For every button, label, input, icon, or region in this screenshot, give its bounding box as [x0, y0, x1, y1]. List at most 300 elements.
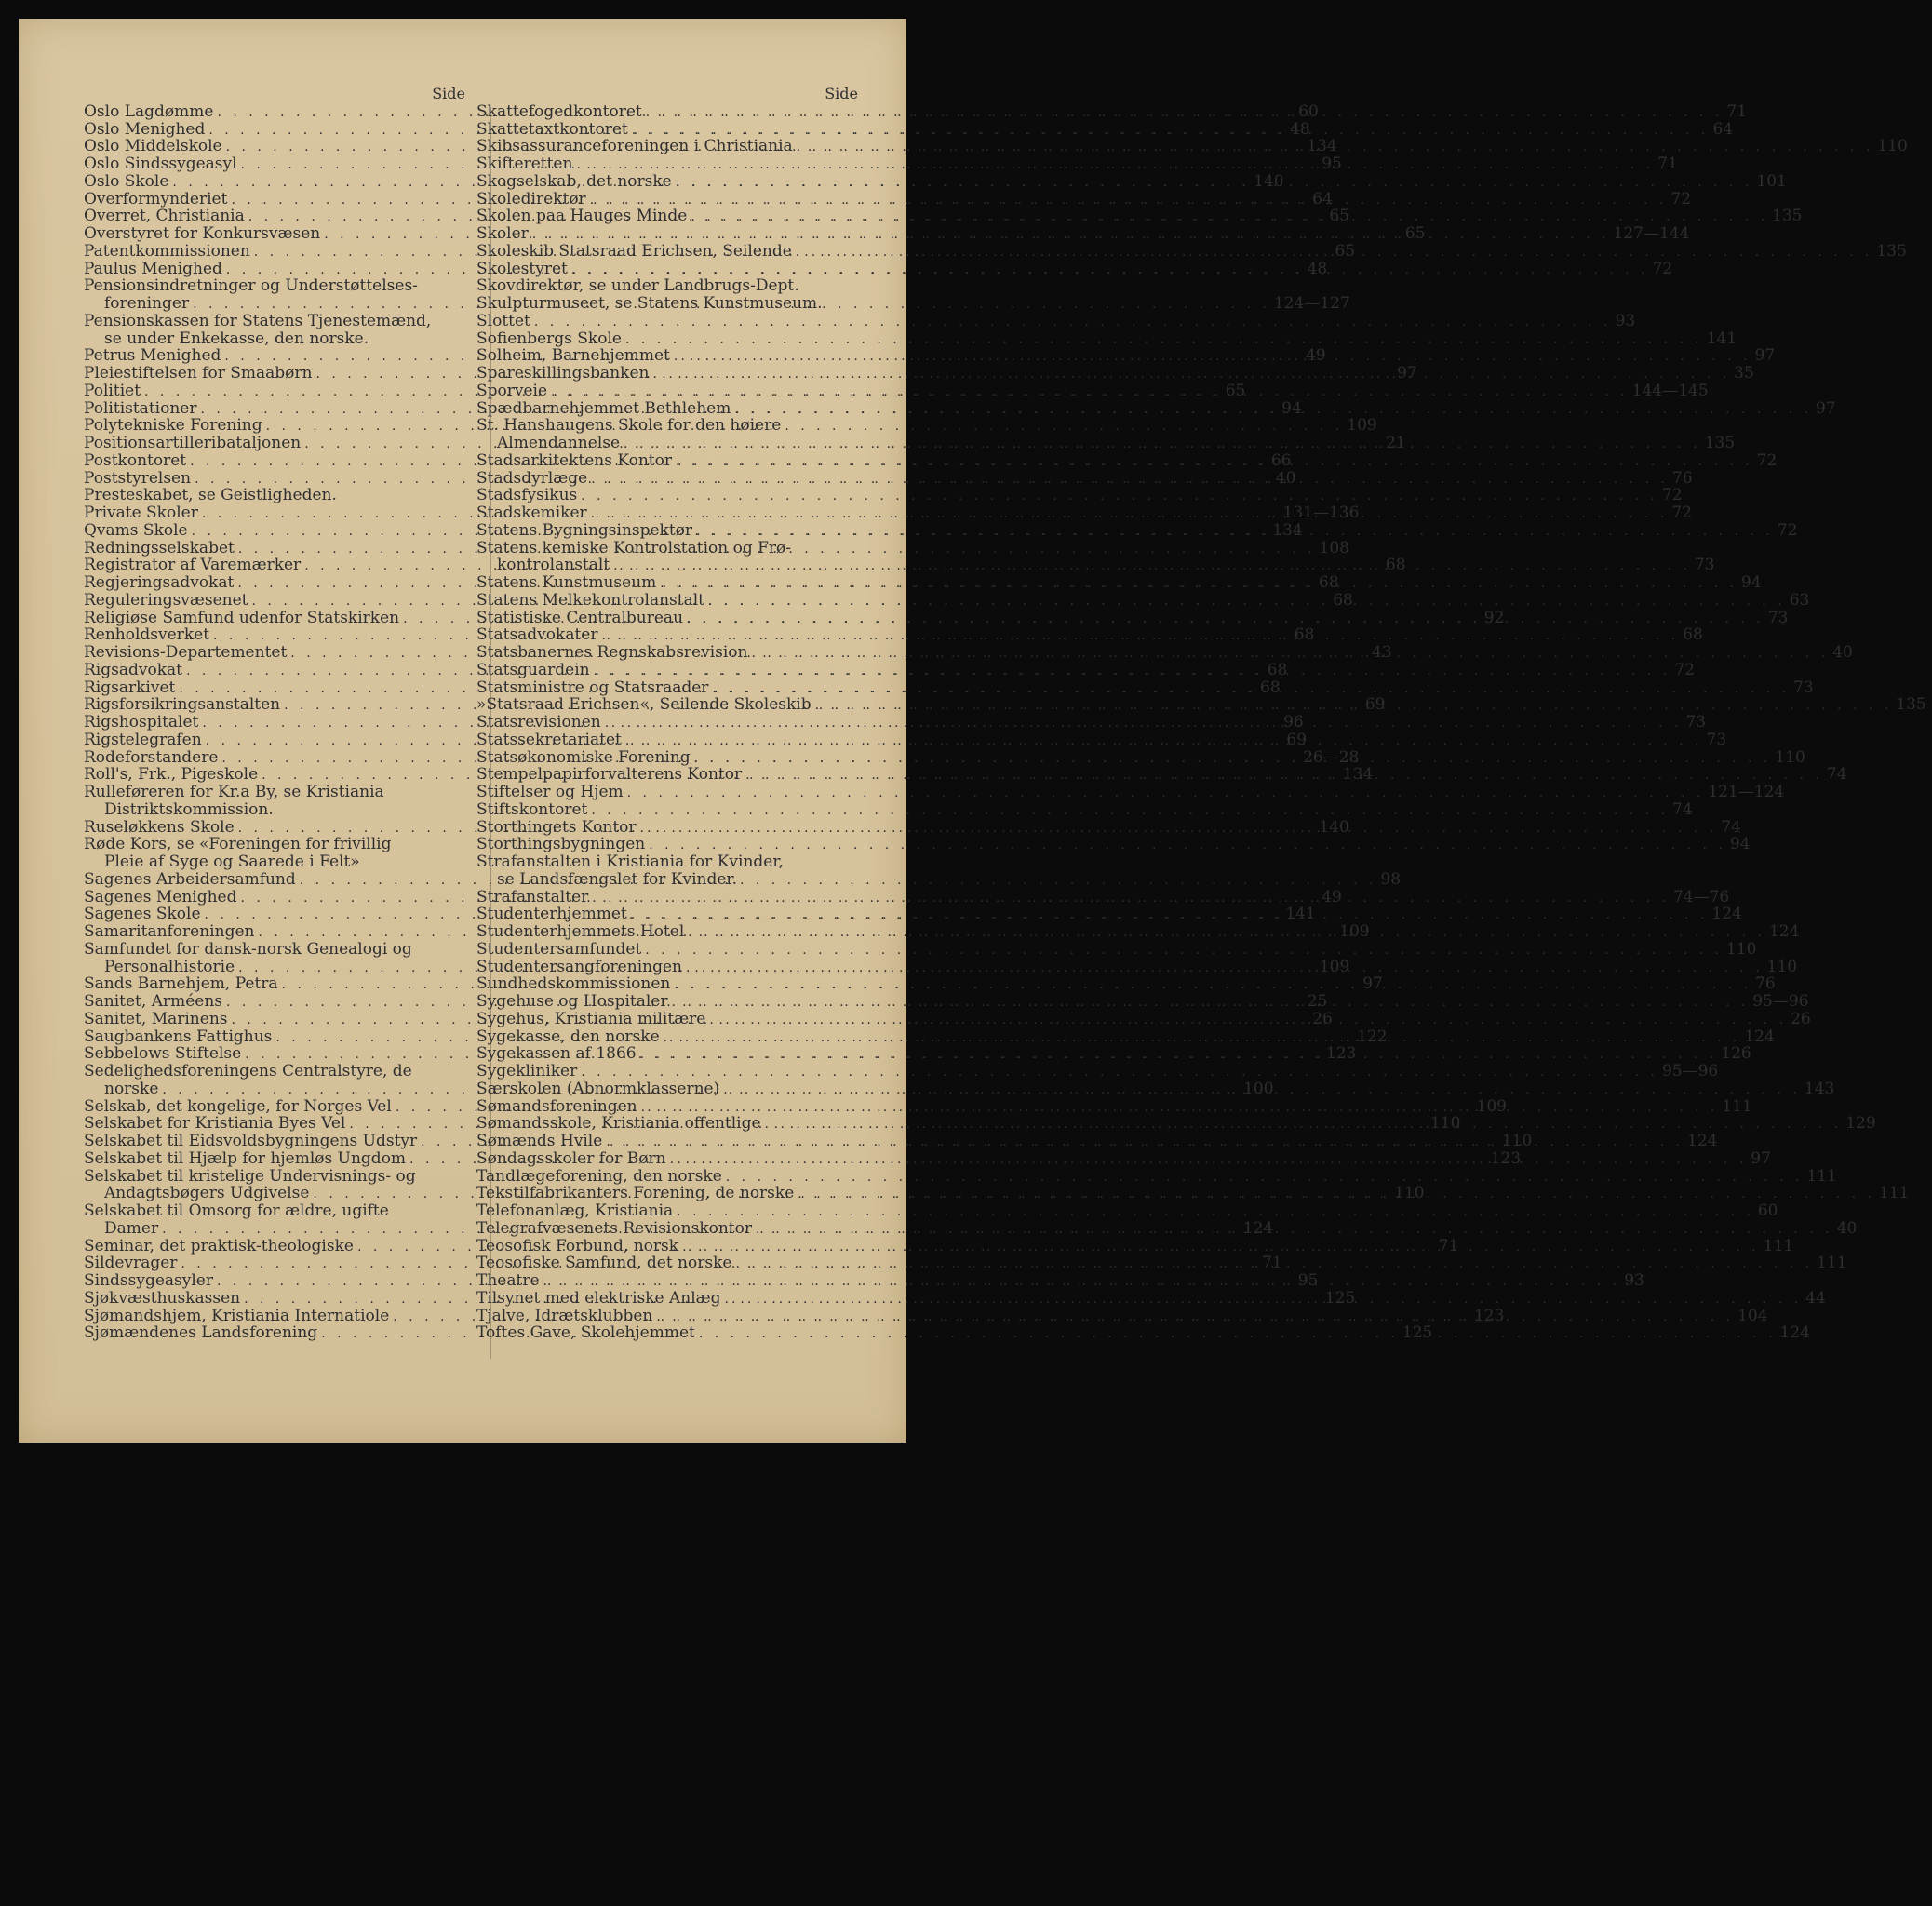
- dot-leader: [712, 680, 1790, 698]
- dot-leader: [591, 468, 1669, 489]
- entry-title: Paulus Menighed: [84, 259, 222, 278]
- entry-page: 109: [1347, 416, 1377, 436]
- index-entry: [84, 941, 473, 959]
- entry-title: Storthingets Kontor: [476, 817, 637, 837]
- index-entry: [476, 1062, 1719, 1081]
- dot-leader: [688, 924, 1765, 942]
- index-entry: [84, 1202, 473, 1220]
- entry-title: Storthingsbygningen: [476, 835, 646, 854]
- dot-leader: [674, 976, 1751, 994]
- entry-page: 71: [1657, 154, 1678, 173]
- dot-leader: [676, 171, 1753, 192]
- entry-title: Tilsynet med elektriske Anlæg: [476, 1288, 721, 1308]
- entry-page: 97: [1754, 346, 1776, 366]
- dot-leader: [640, 1046, 1718, 1064]
- entry-page: 124: [1687, 1132, 1718, 1150]
- entry-title: Skattetaxtkontoret: [476, 119, 628, 139]
- dot-leader: [797, 139, 1874, 156]
- entry-title: Sømandsforeningen: [476, 1096, 637, 1116]
- entry-page: 66: [1270, 450, 1292, 470]
- entry-page: 71: [1726, 101, 1748, 121]
- index-entry: [84, 277, 473, 295]
- entry-title: Tjalve, Idrætsklubben: [476, 1306, 653, 1325]
- dot-leader: [734, 398, 1812, 419]
- entry-title: Teosofiske Samfund, det norske: [476, 1254, 732, 1273]
- dot-leader: [632, 119, 1710, 140]
- entry-page: 21: [1385, 434, 1406, 452]
- entry-page: 97: [1751, 1148, 1771, 1168]
- dot-leader: [581, 1064, 1658, 1081]
- entry-title: Studenterhjemmet: [476, 905, 627, 924]
- entry-page: 60: [1757, 1201, 1778, 1220]
- entry-page: 141: [1285, 905, 1316, 924]
- dot-leader: [682, 1236, 1760, 1256]
- index-entry: [84, 313, 473, 330]
- entry-page: 96: [1283, 713, 1304, 732]
- dot-leader: [624, 436, 1701, 453]
- entry-title: Petrus Menighed: [84, 346, 221, 366]
- dot-leader: [532, 226, 1610, 244]
- entry-title: Rigshospitalet: [84, 713, 199, 732]
- dot-leader: [709, 1009, 1787, 1029]
- entry-page: 95—96: [1661, 1062, 1719, 1081]
- dot-leader: [581, 488, 1658, 505]
- entry-page: 109: [1339, 922, 1370, 941]
- entry-page: 72: [1661, 486, 1683, 505]
- entry-title: Slottet: [476, 311, 530, 330]
- entry-page: 72: [1777, 520, 1798, 540]
- dot-leader: [735, 1255, 1813, 1273]
- entry-page: 49: [1306, 346, 1326, 366]
- entry-page: 111: [1878, 1184, 1910, 1203]
- entry-page: 93: [1624, 1271, 1644, 1290]
- entry-page: 125: [1324, 1288, 1356, 1308]
- entry-title: Skifteretten: [476, 154, 573, 173]
- entry-page: 97: [1362, 974, 1383, 994]
- entry-title: Statsøkonomiske Forening: [476, 747, 691, 767]
- entry-page: 68: [1260, 678, 1281, 697]
- entry-page: 124—127: [1273, 294, 1350, 313]
- dot-leader: [708, 590, 1786, 611]
- entry-title: Spareskillingsbanken: [476, 364, 650, 383]
- index-entry: [84, 1168, 473, 1186]
- index-entry: [476, 835, 1751, 854]
- entry-title: Revisions-Departementet: [84, 643, 288, 662]
- entry-title: Søndagsskoler for Børn: [476, 1148, 666, 1168]
- index-entry: [476, 417, 865, 435]
- entry-title: Stadsarkitektens Kontor: [476, 450, 673, 470]
- entry-page: 71: [1438, 1236, 1459, 1255]
- entry-title: Renholdsverket: [84, 625, 210, 645]
- entry-title: Ruseløkkens Skole: [84, 817, 235, 837]
- dot-leader: [672, 994, 1750, 1012]
- entry-title: Theatre: [476, 1271, 540, 1290]
- index-entry: [476, 486, 1683, 505]
- entry-title: Stadsfysikus: [476, 486, 578, 505]
- entry-title: Saugbankens Fattighus: [84, 1027, 273, 1046]
- entry-title: Statistiske Centralbureau: [476, 608, 684, 627]
- index-entry: [84, 784, 473, 801]
- dot-leader: [613, 557, 1691, 575]
- entry-title: Stempelpapirforvalterens Kontor: [476, 765, 743, 785]
- entry-page: 123: [1473, 1306, 1505, 1325]
- entry-title: Strafanstalten i Kristiania for Kvinder,: [476, 852, 784, 871]
- entry-page: 111: [1722, 1096, 1752, 1116]
- entry-page: 123: [1490, 1148, 1522, 1168]
- dot-leader: [640, 817, 1718, 838]
- entry-title: Skoleskib Statsraad Erichsen, Seilende: [476, 241, 792, 261]
- entry-title: Polytekniske Forening: [84, 416, 262, 436]
- entry-page: 110: [1501, 1132, 1533, 1150]
- entry-title: Pleiestiftelsen for Smaabørn: [84, 364, 313, 383]
- entry-page: 65: [1329, 207, 1350, 226]
- entry-title: Statsguardein: [476, 660, 590, 679]
- dot-leader: [592, 887, 1670, 907]
- dot-leader: [534, 314, 1612, 331]
- entry-page: 73: [1767, 608, 1789, 627]
- entry-title: Selskabet til Eidsvoldsbygningens Udstyr: [84, 1132, 418, 1150]
- entry-page: 48: [1307, 259, 1328, 278]
- entry-page: 143: [1804, 1079, 1835, 1098]
- index-entry: [84, 801, 473, 819]
- entry-page: 134: [1272, 520, 1303, 540]
- entry-page: 65: [1225, 381, 1246, 400]
- dot-leader: [652, 366, 1730, 383]
- entry-title: Selskabet til Hjælp for hjemløs Ungdom: [84, 1148, 407, 1168]
- entry-title: Statsrevisionen: [476, 713, 601, 732]
- entry-title: Sofienbergs Skole: [476, 329, 622, 348]
- dot-leader: [752, 645, 1830, 663]
- entry-title: Stadsdyrlæge: [476, 468, 588, 488]
- entry-page: 64: [1712, 119, 1734, 139]
- entry-title: Sedelighedsforeningens Centralstyre, de: [84, 1062, 412, 1081]
- entry-page: 124: [1744, 1027, 1775, 1046]
- dot-leader: [670, 1148, 1748, 1169]
- entry-title: Oslo Sindssygeasyl: [84, 154, 237, 173]
- entry-title: kontrolanstalt: [497, 556, 610, 575]
- dot-leader: [625, 732, 1703, 750]
- index-entry: [84, 487, 473, 504]
- entry-title: Positionsartilleribataljonen: [84, 434, 302, 452]
- entry-title: Poststyrelsen: [84, 468, 192, 488]
- entry-page: 135: [1876, 241, 1907, 261]
- entry-page: 60: [1298, 101, 1319, 121]
- entry-page: 43: [1371, 643, 1392, 662]
- entry-title: Pleie af Syge og Saarede i Felt»: [104, 852, 360, 871]
- entry-title: Sagenes Skole: [84, 905, 201, 924]
- entry-page: 140: [1319, 817, 1349, 837]
- entry-title: Overformynderiet: [84, 189, 228, 208]
- entry-page: 68: [1267, 660, 1288, 679]
- entry-title: Overstyret for Konkursvæsen: [84, 224, 321, 243]
- entry-title: Samaritanforeningen: [84, 922, 255, 941]
- dot-leader: [798, 1186, 1875, 1203]
- entry-page: 94: [1281, 398, 1302, 418]
- entry-page: 92: [1483, 608, 1505, 627]
- entry-title: Toftes Gave, Skolehjemmet: [476, 1323, 695, 1343]
- entry-title: foreninger: [104, 294, 190, 313]
- entry-title: Sygehuse og Hospitaler: [476, 992, 668, 1011]
- entry-page: 135: [1772, 207, 1803, 226]
- entry-page: 94: [1729, 835, 1751, 854]
- entry-title: Rigsadvokat: [84, 660, 182, 679]
- entry-title: Rigsforsikringsanstalten: [84, 695, 281, 715]
- entry-page: 49: [1322, 887, 1342, 906]
- dot-leader: [576, 156, 1654, 174]
- entry-page: 40: [1275, 468, 1296, 488]
- entry-page: 72: [1670, 189, 1692, 208]
- entry-page: 73: [1685, 713, 1707, 732]
- entry-title: norske: [104, 1079, 159, 1098]
- entry-page: 100: [1243, 1079, 1274, 1098]
- entry-page: 25: [1307, 992, 1328, 1011]
- entry-title: Stiftelser og Hjem: [476, 783, 624, 801]
- dot-leader: [756, 1218, 1833, 1239]
- entry-title: Telegrafvæsenets Revisionskontor: [476, 1218, 752, 1238]
- entry-page: 125: [1402, 1323, 1433, 1343]
- entry-title: Almendannelse: [497, 434, 621, 452]
- entry-title: Statssekretariatet: [476, 730, 622, 749]
- entry-title: Sands Barnehjem, Petra: [84, 974, 278, 994]
- entry-page: 76: [1755, 974, 1776, 994]
- dot-leader: [646, 101, 1724, 122]
- entry-page: 44: [1805, 1288, 1826, 1308]
- entry-title: Sporveie: [476, 381, 548, 400]
- entry-title: Oslo Middelskole: [84, 137, 222, 156]
- dot-leader: [590, 189, 1668, 209]
- entry-page: 110: [1725, 939, 1757, 959]
- index-entry: [476, 871, 865, 889]
- entry-page: 63: [1789, 590, 1810, 610]
- index-entry: [476, 1166, 1837, 1186]
- entry-title: Sjøkvæsthuskassen: [84, 1288, 241, 1308]
- dot-leader: [606, 1134, 1684, 1151]
- entry-page: 68: [1333, 590, 1353, 610]
- entry-page: 64: [1312, 189, 1333, 208]
- index-entry: [476, 1201, 1778, 1220]
- dot-leader: [605, 715, 1683, 732]
- entry-page: 68: [1319, 573, 1339, 592]
- dot-leader: [686, 957, 1764, 977]
- dot-leader: [641, 1096, 1719, 1117]
- entry-title: Pensionsindretninger og Understøttelses-: [84, 276, 418, 296]
- index-entry: [476, 329, 1737, 348]
- entry-title: Statens Kunstmuseum: [476, 573, 657, 592]
- dot-leader: [726, 1169, 1804, 1187]
- entry-page: 74—76: [1672, 887, 1730, 906]
- dot-leader: [725, 1288, 1803, 1309]
- dot-leader: [627, 785, 1705, 802]
- dot-leader: [676, 450, 1753, 471]
- entry-page: 95: [1297, 1271, 1319, 1290]
- index-entry: [476, 277, 865, 295]
- entry-title: Patentkommissionen: [84, 241, 250, 261]
- entry-title: Sømandsskole, Kristiania offentlige: [476, 1114, 761, 1134]
- entry-title: Statsadvokater: [476, 625, 598, 645]
- entry-page: 95: [1322, 154, 1342, 173]
- entry-page: 121—124: [1708, 783, 1785, 801]
- entry-title: Private Skoler: [84, 503, 198, 522]
- entry-title: Sømænds Hvile: [476, 1132, 603, 1150]
- entry-title: Sygekassen af 1866: [476, 1044, 637, 1064]
- entry-title: Seminar, det praktisk-theologiske: [84, 1236, 354, 1255]
- entry-page: 69: [1286, 730, 1308, 749]
- entry-title: Skolen paa Hauges Minde: [476, 207, 688, 226]
- entry-title: Statens Melkekontrolanstalt: [476, 590, 705, 610]
- entry-page: 68: [1385, 556, 1406, 575]
- entry-page: 73: [1706, 730, 1727, 749]
- entry-title: Stiftskontoret: [476, 799, 588, 819]
- entry-page: 35: [1734, 364, 1754, 383]
- entry-page: 72: [1674, 660, 1695, 679]
- entry-title: Sindssygeasyler: [84, 1271, 213, 1290]
- entry-title: Studentersamfundet: [476, 939, 642, 959]
- entry-title: Selskabet for Kristiania Byes Vel: [84, 1114, 346, 1134]
- dot-leader: [601, 627, 1679, 645]
- entry-page: 26—28: [1303, 747, 1360, 767]
- entry-title: Reguleringsvæsenet: [84, 590, 248, 610]
- entry-title: Strafanstalter: [476, 887, 589, 906]
- entry-page: 40: [1836, 1218, 1858, 1238]
- entry-title: Særskolen (Abnormklasserne): [476, 1079, 720, 1098]
- entry-title: Skolestyret: [476, 259, 568, 278]
- entry-title: Tandlægeforening, den norske: [476, 1166, 722, 1186]
- entry-title: Sygekasse, den norske: [476, 1027, 660, 1046]
- entry-page: 134: [1342, 765, 1374, 785]
- entry-page: 26: [1791, 1009, 1811, 1028]
- entry-page: 110: [1775, 747, 1805, 767]
- entry-page: 73: [1694, 556, 1715, 575]
- index-entry: [84, 836, 473, 853]
- left-side-header: Side: [432, 85, 465, 102]
- entry-title: Sildevrager: [84, 1254, 178, 1273]
- dot-leader: [656, 1306, 1734, 1326]
- entry-page: 72: [1671, 503, 1692, 522]
- entry-title: Skogselskab, det norske: [476, 171, 672, 191]
- entry-title: Damer: [104, 1218, 159, 1238]
- entry-page: 98: [1380, 869, 1402, 889]
- entry-title: se Landsfængslet for Kvinder.: [497, 869, 738, 889]
- index-entry: [476, 939, 1757, 959]
- entry-page: 135: [1896, 695, 1926, 715]
- entry-title: Tekstilfabrikanters Forening, de norske: [476, 1184, 795, 1203]
- entry-title: Religiøse Samfund udenfor Statskirken: [84, 608, 400, 627]
- entry-page: 122: [1357, 1027, 1388, 1046]
- entry-page: 110: [1394, 1184, 1425, 1203]
- entry-title: Qvams Skole: [84, 520, 188, 540]
- entry-page: 110: [1877, 137, 1908, 156]
- entry-title: Oslo Skole: [84, 171, 169, 191]
- entry-title: Oslo Lagdømme: [84, 101, 214, 121]
- entry-title: Pensionskassen for Statens Tjenestemænd,: [84, 311, 432, 330]
- entry-title: Postkontoret: [84, 450, 187, 470]
- dot-leader: [649, 837, 1726, 854]
- entry-page: 71: [1262, 1254, 1282, 1273]
- entry-page: 68: [1294, 625, 1315, 645]
- entry-title: Sanitet, Marinens: [84, 1009, 228, 1028]
- dot-leader: [691, 208, 1768, 226]
- entry-title: Statsministre og Statsraader: [476, 678, 709, 697]
- dot-leader: [551, 383, 1629, 401]
- entry-page: 109: [1319, 957, 1350, 976]
- dot-leader: [723, 1081, 1801, 1099]
- entry-page: 97: [1816, 398, 1836, 418]
- right-side-header: Side: [825, 85, 858, 102]
- entry-page: 73: [1793, 678, 1814, 697]
- entry-page: 104: [1737, 1306, 1768, 1325]
- entry-title: Teosofisk Forbund, norsk: [476, 1236, 679, 1255]
- entry-page: 65: [1404, 224, 1426, 243]
- entry-title: Statens kemiske Kontrolstation og Frø-: [476, 538, 792, 557]
- entry-page: 65: [1335, 241, 1356, 261]
- entry-page: 108: [1319, 538, 1349, 557]
- entry-title: Andagtsbøgers Udgivelse: [104, 1184, 310, 1203]
- entry-title: Røde Kors, se «Foreningen for frivillig: [84, 835, 392, 854]
- index-entry: [476, 311, 1636, 330]
- dot-leader: [645, 942, 1723, 960]
- dot-leader: [594, 660, 1671, 680]
- entry-page: 69: [1364, 695, 1386, 715]
- entry-title: Redningsselskabet: [84, 538, 235, 557]
- index-entry: [84, 853, 473, 871]
- entry-title: Rigstelegrafen: [84, 730, 202, 749]
- entry-title: Sygehus, Kristiania militære: [476, 1009, 706, 1028]
- entry-title: »Statsraad Erichsen«, Seilende Skoleskib: [476, 695, 812, 715]
- entry-page: 123: [1325, 1044, 1357, 1064]
- entry-title: Presteskabet, se Geistligheden.: [84, 486, 337, 505]
- entry-page: 111: [1763, 1236, 1794, 1255]
- index-entry: [476, 783, 1785, 801]
- entry-title: Rulleføreren for Kr.a By, se Kristiania: [84, 783, 384, 801]
- dot-leader: [694, 747, 1772, 768]
- entry-title: Skattefogedkontoret: [476, 101, 642, 121]
- entry-title: Studenterhjemmets Hotel: [476, 922, 685, 941]
- dot-leader: [745, 767, 1823, 785]
- entry-page: 68: [1683, 625, 1703, 645]
- entry-page: 129: [1845, 1114, 1876, 1134]
- entry-page: 93: [1615, 311, 1636, 330]
- dot-leader: [696, 520, 1774, 541]
- entry-title: Samfundet for dansk-norsk Genealogi og: [84, 939, 412, 959]
- entry-title: Selskab, det kongelige, for Norges Vel: [84, 1096, 392, 1116]
- entry-title: Sundhedskommissionen: [476, 974, 671, 994]
- dot-leader: [796, 241, 1873, 262]
- entry-page: 74: [1721, 817, 1741, 837]
- dot-leader: [543, 1273, 1621, 1291]
- index-entry: [476, 1009, 1811, 1028]
- entry-title: Spædbarnehjemmet Bethlehem: [476, 398, 731, 418]
- dot-leader: [664, 1029, 1741, 1047]
- entry-page: 131—136: [1282, 503, 1360, 522]
- entry-page: 74: [1672, 799, 1693, 819]
- entry-title: Statens Bygningsinspektør: [476, 520, 693, 540]
- dot-leader: [687, 608, 1764, 628]
- entry-title: Solheim, Barnehjemmet: [476, 346, 670, 366]
- dot-leader: [660, 575, 1737, 593]
- entry-page: 141: [1706, 329, 1737, 348]
- entry-page: 127—144: [1613, 224, 1690, 243]
- dot-leader: [699, 1325, 1777, 1343]
- entry-title: Skulpturmuseet, se Statens Kunstmuseum.: [476, 294, 823, 313]
- entry-title: Regjeringsadvokat: [84, 573, 235, 592]
- entry-page: 40: [1832, 643, 1853, 662]
- entry-title: Politiet: [84, 381, 141, 400]
- dot-leader: [591, 802, 1669, 820]
- dot-leader: [631, 906, 1709, 924]
- entry-page: 134: [1307, 137, 1337, 156]
- entry-title: Sagenes Arbeidersamfund: [84, 869, 296, 889]
- entry-title: Sjømandshjem, Kristiania Internatiole: [84, 1306, 390, 1325]
